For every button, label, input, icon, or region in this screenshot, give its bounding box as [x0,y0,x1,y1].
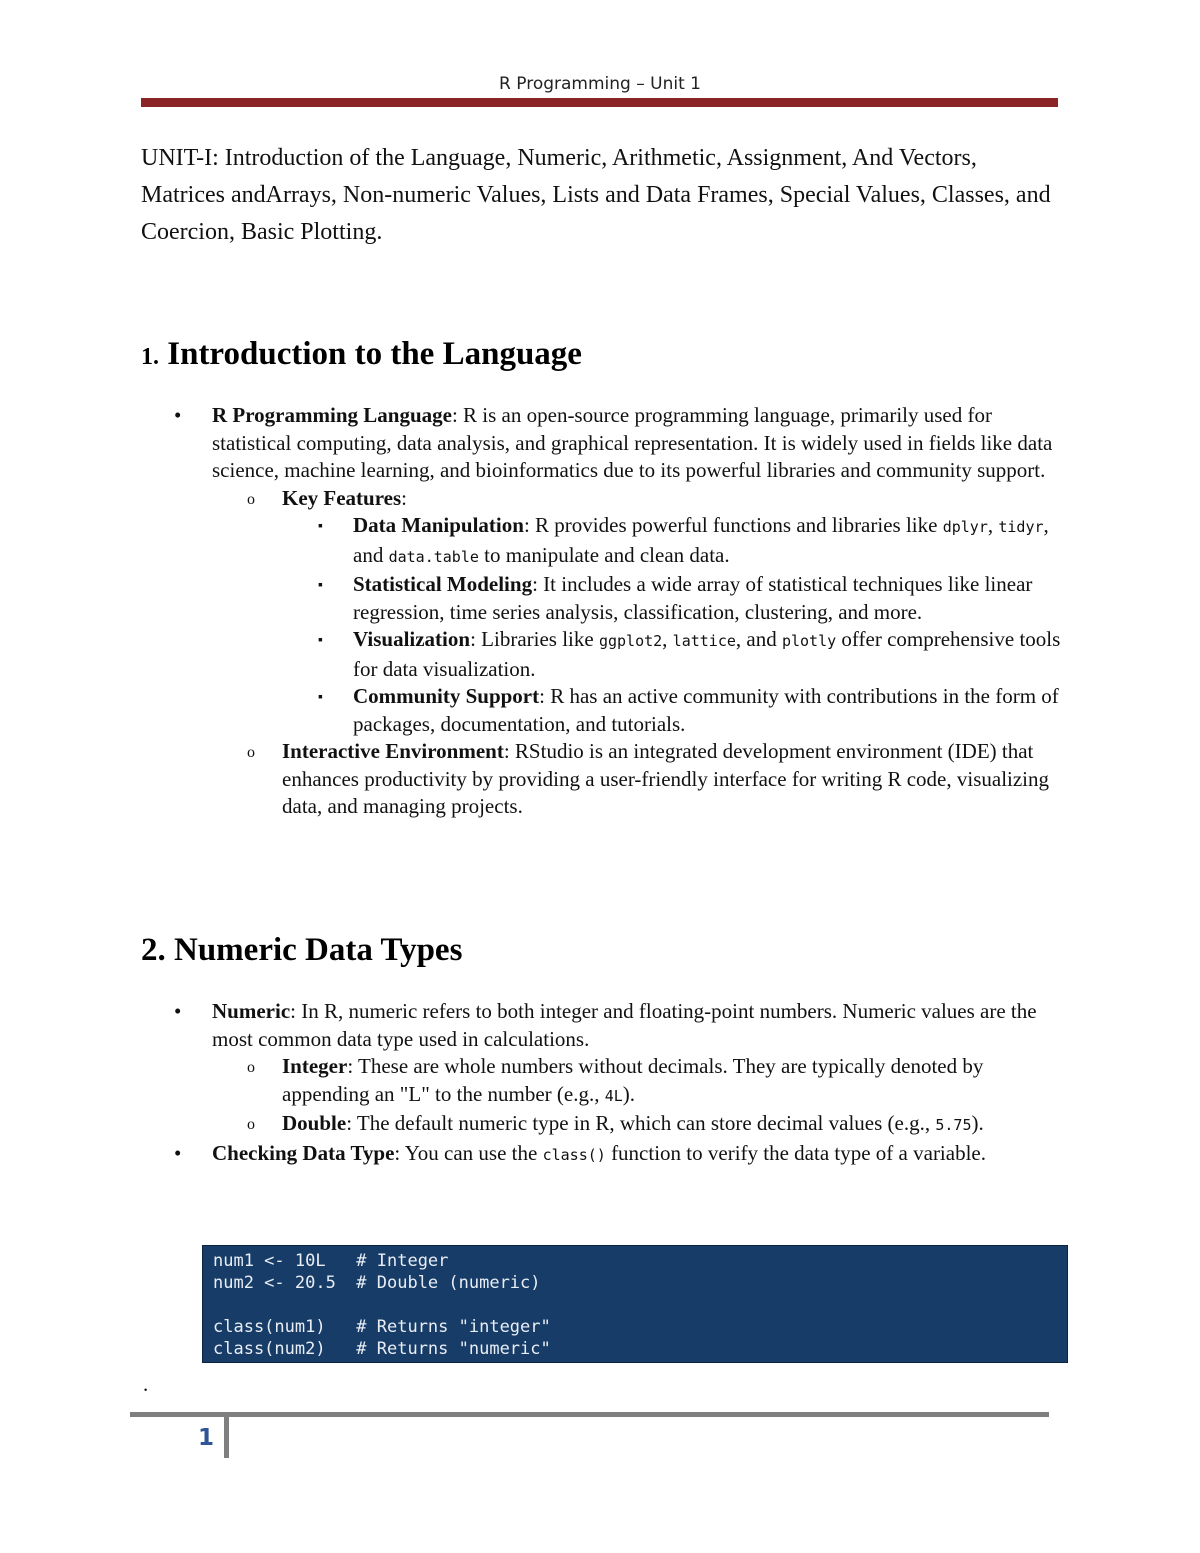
list-item [212,485,1062,513]
description-end: ). [971,1111,984,1135]
separator: , [987,513,999,537]
separator: , and [353,513,1049,567]
section-2-heading [141,930,462,970]
circle-bullet-icon: o [247,744,255,761]
term: Data Manipulation [353,513,524,537]
term: Statistical Modeling [353,572,533,596]
section-1-list [174,402,1062,821]
footer-rule [130,1412,1049,1417]
description: : The default numeric type in R, which can store decimal values (e.g., [346,1111,936,1135]
list-item [212,738,1062,821]
list-item [212,683,1062,738]
section-1-heading [141,334,582,377]
description: : Libraries like [470,627,599,651]
page-number: 1 [198,1425,215,1451]
section-1-title: Introduction to the Language [167,336,582,372]
square-bullet-icon: ▪ [318,578,323,593]
description: offer comprehensive tools for data visualization. [353,627,1061,681]
list-item [212,626,1062,683]
square-bullet-icon: ▪ [318,633,323,648]
term: R Programming Language [212,403,452,427]
code-line: class(num2) # Returns "numeric" [213,1339,551,1359]
code-line: num1 <- 10L # Integer [213,1251,449,1271]
term: Numeric [212,999,291,1023]
description: : R has an active community with contributions in the form of packages, documentation, and tutorials. [353,684,1059,736]
description-end: ). [622,1081,636,1106]
term: Key Features [282,485,402,510]
inline-code: 4L [604,1086,623,1105]
inline-code: 5.75 [935,1116,972,1134]
bullet-icon: • [174,1140,182,1165]
bullet-icon: • [174,403,182,427]
list-item [212,1053,1062,1110]
term: Community Support [353,684,540,708]
description: : RStudio is an integrated development environment (IDE) that enhances productivity by providing a user-friendly interface for writing R code, visualizing data, and managing projects. [282,739,1050,818]
inline-code: lattice [672,632,736,650]
description: to manipulate and clean data. [478,542,730,567]
footer-divider [224,1412,229,1458]
list-item [212,571,1062,626]
term: Visualization [353,627,471,651]
inline-code: class() [542,1145,606,1164]
inline-code: ggplot2 [598,632,663,650]
code-line: num2 <- 20.5 # Double (numeric) [213,1273,541,1293]
circle-bullet-icon: o [247,1059,255,1076]
term: Checking Data Type [212,1140,395,1165]
term: Integer [282,1054,348,1078]
list-item [174,402,1062,485]
unit-heading: UNIT-I: Introduction of the Language, Numeric, Arithmetic, Assignment, And Vectors, Matrices andArrays, Non-numeric Values, Lists and Data Frames, Special Values, Classes, and Coercion, Basic Plotting. [141,145,1051,245]
description: : In R, numeric refers to both integer and floating-point numbers. Numeric values are the most common data type used in calculations. [212,999,1037,1051]
square-bullet-icon: ▪ [318,690,323,705]
description: : It includes a wide array of statistical techniques like linear regression, time series analysis, classification, clustering, and more. [353,572,1033,624]
section-2-title: Numeric Data Types [174,932,463,968]
section-2-list [174,998,1062,1169]
section-2-number: 2. [141,932,166,968]
colon: : [401,485,408,510]
description: : These are whole numbers without decimals. They are typically denoted by appending an "L" to the number (e.g., [282,1054,984,1106]
inline-code: plotly [781,632,837,650]
term: Double [282,1111,347,1135]
bullet-icon: • [174,999,182,1023]
section-1-number: 1. [141,344,159,370]
list-item [174,1140,1062,1170]
separator: , and [735,627,782,651]
code-block [202,1245,1068,1363]
description: function to verify the data type of a variable. [605,1140,986,1165]
trailing-dot: . [143,1372,149,1396]
list-item [212,1110,1062,1140]
page-header: R Programming – Unit 1 [499,74,701,94]
list-item [212,512,1062,571]
circle-bullet-icon: o [247,490,255,508]
description: : You can use the [394,1140,543,1165]
code-line: class(num1) # Returns "integer" [213,1317,551,1337]
separator: , [662,627,673,651]
header-rule [141,98,1058,107]
list-item [174,998,1062,1053]
description: : R is an open-source programming language, primarily used for statistical computing, data analysis, and graphical representation. It is widely used in fields like data science, machine learning, and bioinformatics due to its powerful libraries and community support. [212,403,1053,482]
inline-code: data.table [388,547,479,566]
square-bullet-icon: ▪ [318,519,323,534]
code-line [213,1294,1057,1316]
circle-bullet-icon: o [247,1116,255,1133]
term: Interactive Environment [282,739,504,763]
inline-code: dplyr [942,518,988,536]
inline-code: tidyr [998,518,1044,536]
description: : R provides powerful functions and libraries like [523,513,943,537]
